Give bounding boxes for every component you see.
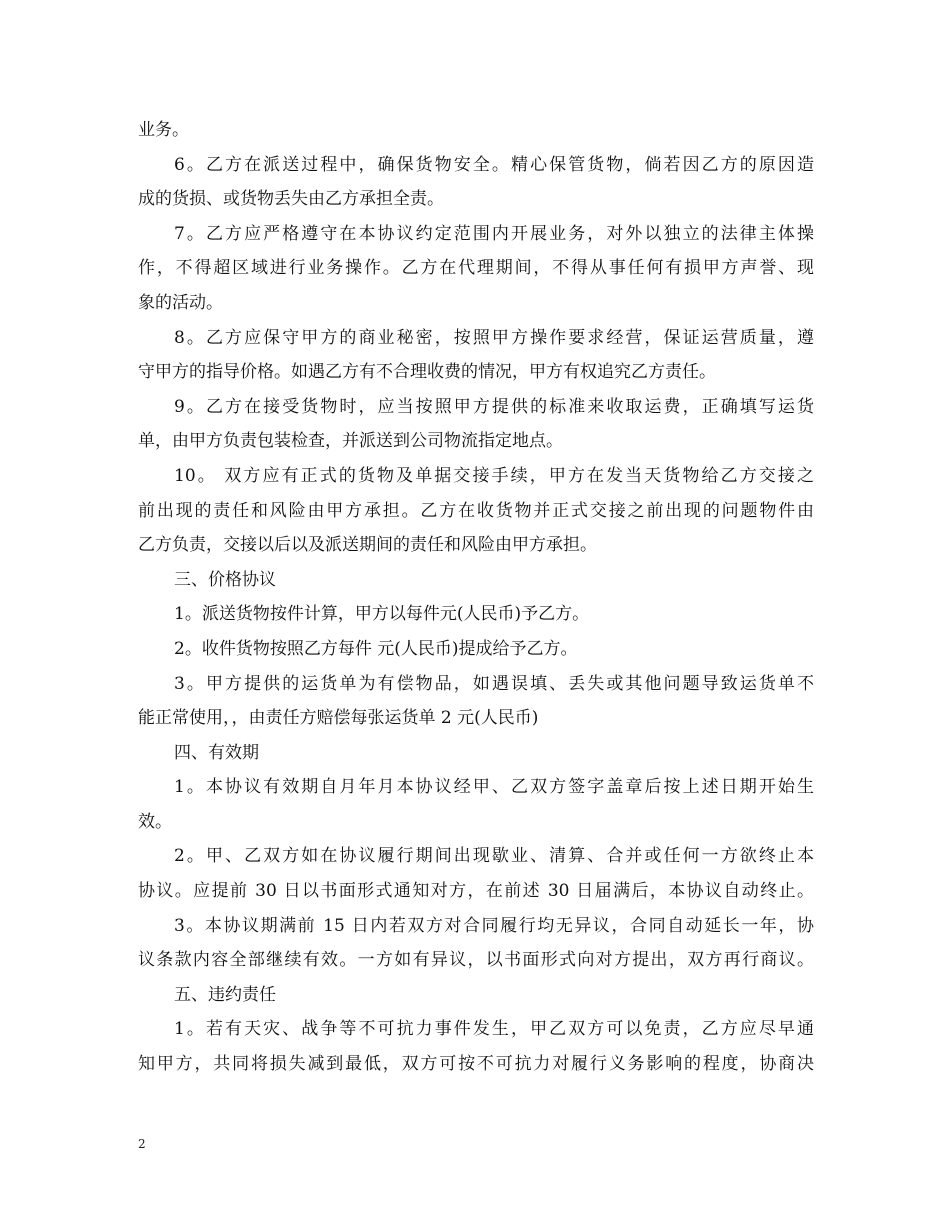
text-line: 1。若有天灾、战争等不可抗力事件发生，甲乙双方可以免责，乙方应尽早通 <box>174 1019 814 1040</box>
text-line: 能正常使用，，由责任方赔偿每张运货单 2 元(人民币) <box>138 708 539 729</box>
text-line: 成的货损、或货物丢失由乙方承担全责。 <box>138 189 444 210</box>
text-line: 作，不得超区域进行业务操作。乙方在代理期间，不得从事任何有损甲方声誉、现 <box>138 258 814 279</box>
document-body <box>138 113 814 1082</box>
text-line: 知甲方，共同将损失减到最低，双方可按不可抗力对履行义务影响的程度，协商决 <box>138 1054 814 1075</box>
text-line: 9。乙方在接受货物时，应当按照甲方提供的标准来收取运费，正确填写运货 <box>174 396 814 417</box>
text-line: 业务。 <box>138 120 189 140</box>
text-line: 2。收件货物按照乙方每件 元(人民币)提成给予乙方。 <box>174 638 578 659</box>
text-line: 象的活动。 <box>138 292 223 313</box>
text-line: 3。本协议期满前 15 日内若双方对合同履行均无异议，合同自动延长一年，协 <box>174 915 814 936</box>
text-line: 三、价格协议 <box>174 569 276 590</box>
text-line: 10。 双方应有正式的货物及单据交接手续，甲方在发当天货物给乙方交接之 <box>174 465 814 486</box>
text-line: 2。甲、乙双方如在协议履行期间出现歇业、清算、合并或任何一方欲终止本 <box>174 846 814 867</box>
text-line: 五、违约责任 <box>174 984 276 1005</box>
page-number: 2 <box>138 1137 146 1151</box>
text-line: 前出现的责任和风险由甲方承担。乙方在收货物并正式交接之前出现的问题物件由 <box>138 500 814 521</box>
text-line: 议条款内容全部继续有效。一方如有异议，以书面形式向对方提出，双方再行商议。 <box>138 950 814 971</box>
text-line: 7。乙方应严格遵守在本协议约定范围内开展业务，对外以独立的法律主体操 <box>174 223 814 244</box>
text-line: 四、有效期 <box>174 742 259 763</box>
text-line: 效。 <box>138 811 172 832</box>
text-line: 3。甲方提供的运货单为有偿物品，如遇误填、丢失或其他问题导致运货单不 <box>174 673 814 694</box>
text-line: 1。本协议有效期自月年月本协议经甲、乙双方签字盖章后按上述日期开始生 <box>174 777 814 798</box>
text-line: 1。派送货物按件计算，甲方以每件元(人民币)予乙方。 <box>174 604 590 625</box>
text-line: 协议。应提前 30 日以书面形式通知对方，在前述 30 日届满后，本协议自动终止。 <box>138 881 814 902</box>
text-line: 守甲方的指导价格。如遇乙方有不合理收费的情况，甲方有权追究乙方责任。 <box>138 362 716 383</box>
text-line: 6。乙方在派送过程中，确保货物安全。精心保管货物，倘若因乙方的原因造 <box>174 154 814 175</box>
text-line: 8。乙方应保守甲方的商业秘密，按照甲方操作要求经营，保证运营质量，遵 <box>174 327 814 348</box>
text-line: 乙方负责，交接以后以及派送期间的责任和风险由甲方承担。 <box>138 535 597 556</box>
text-line: 单，由甲方负责包装检查，并派送到公司物流指定地点。 <box>138 431 563 452</box>
